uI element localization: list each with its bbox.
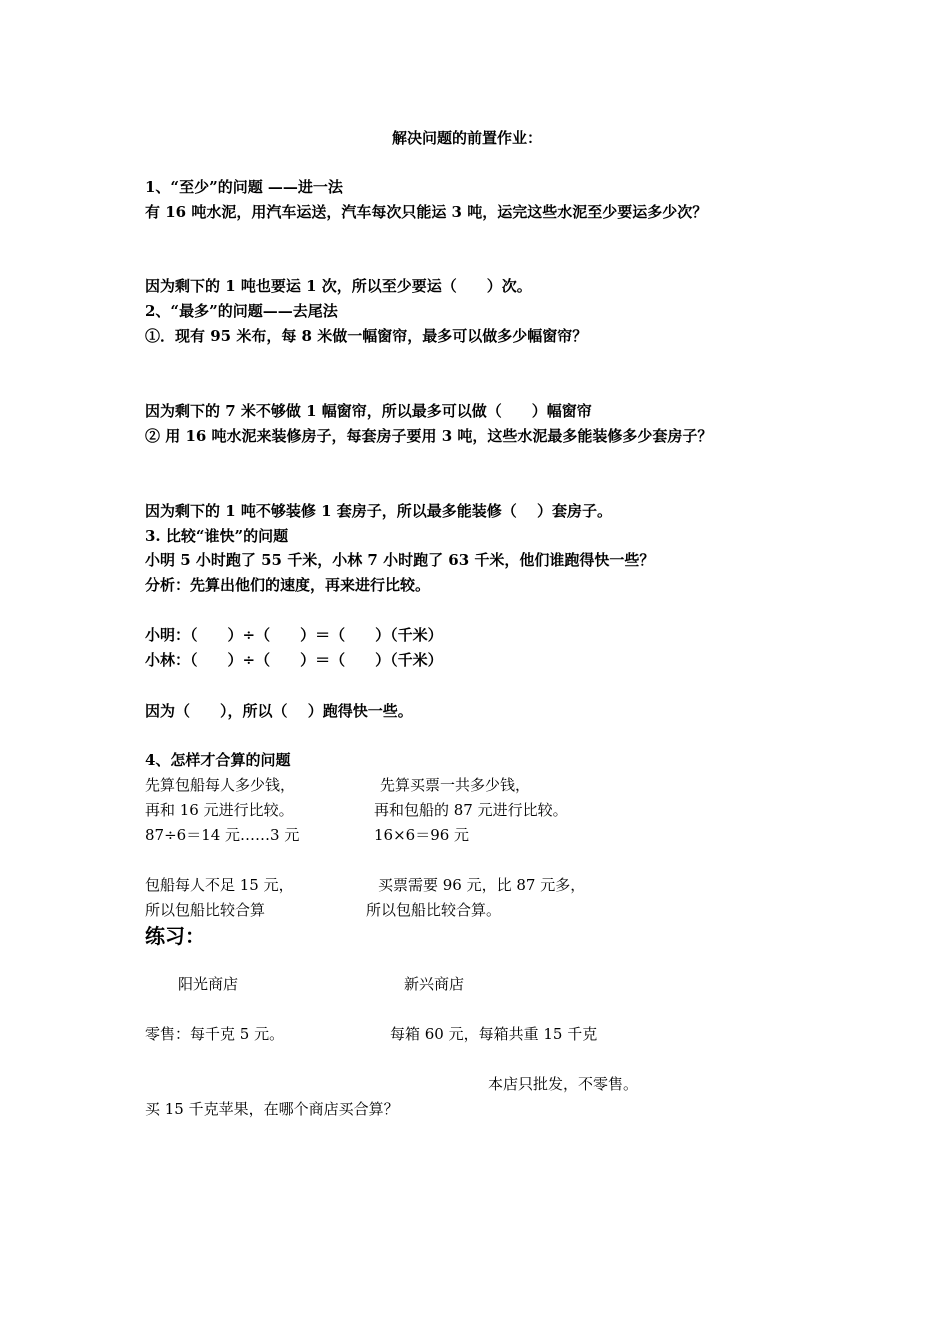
- store2-note: 本店只批发，不零售。: [488, 1075, 639, 1093]
- left-method-line: 87÷6＝14 元……3 元: [145, 826, 300, 844]
- store1-price: 零售：每千克 5 元。: [145, 1025, 285, 1043]
- section3-question: 小明 5 小时跑了 55 千米，小林 7 小时跑了 63 千米，他们谁跑得快一些？: [145, 551, 655, 569]
- practice-heading: 练习：: [145, 924, 205, 948]
- section2-question1: ①．现有 95 米布，每 8 米做一幅窗帘，最多可以做多少幅窗帘？: [145, 327, 588, 345]
- section3-conclusion: 因为（ ），所以（ ）跑得快一些。: [145, 702, 413, 720]
- practice-question: 买 15 千克苹果，在哪个商店买合算？: [145, 1100, 399, 1118]
- section3-analysis: 分析：先算出他们的速度，再来进行比较。: [145, 576, 431, 594]
- store2-price: 每箱 60 元，每箱共重 15 千克: [390, 1025, 598, 1043]
- section1-question: 有 16 吨水泥，用汽车运送，汽车每次只能运 3 吨，运完这些水泥至少要运多少次？: [145, 203, 708, 221]
- section4-heading: 4、怎样才合算的问题: [145, 751, 291, 769]
- left-method-line: 再和 16 元进行比较。: [145, 801, 294, 819]
- right-method-line: 买票需要 96 元，比 87 元多，: [378, 876, 586, 894]
- section1-answer: 因为剩下的 1 吨也要运 1 次，所以至少要运（ ）次。: [145, 277, 532, 295]
- store1-name: 阳光商店: [178, 975, 239, 993]
- store2-name: 新兴商店: [404, 975, 465, 993]
- left-method-line: 所以包船比较合算: [145, 901, 266, 919]
- section1-heading: 1、“至少”的问题 ——进一法: [145, 178, 343, 196]
- right-method-line: 16×6＝96 元: [374, 826, 470, 844]
- right-method-line: 再和包船的 87 元进行比较。: [374, 801, 568, 819]
- xiaolin-formula: 小林：（ ）÷（ ）＝（ ）（千米）: [145, 651, 443, 669]
- section2-heading: 2、“最多”的问题——去尾法: [145, 302, 338, 320]
- section2-answer2: 因为剩下的 1 吨不够装修 1 套房子，所以最多能装修（ ）套房子。: [145, 502, 612, 520]
- left-method-line: 先算包船每人多少钱，: [145, 776, 296, 794]
- right-method-line: 先算买票一共多少钱，: [380, 776, 531, 794]
- section3-heading: 3. 比较“谁快”的问题: [145, 527, 289, 545]
- section2-answer1: 因为剩下的 7 米不够做 1 幅窗帘，所以最多可以做（ ）幅窗帘: [145, 402, 592, 420]
- right-method-line: 所以包船比较合算。: [366, 901, 502, 919]
- section2-question2: ② 用 16 吨水泥来装修房子，每套房子要用 3 吨，这些水泥最多能装修多少套房子？: [145, 427, 713, 445]
- page-title: 解决问题的前置作业：: [392, 129, 543, 147]
- xiaoming-formula: 小明：（ ）÷（ ）＝（ ）（千米）: [145, 626, 443, 644]
- left-method-line: 包船每人不足 15 元，: [145, 876, 294, 894]
